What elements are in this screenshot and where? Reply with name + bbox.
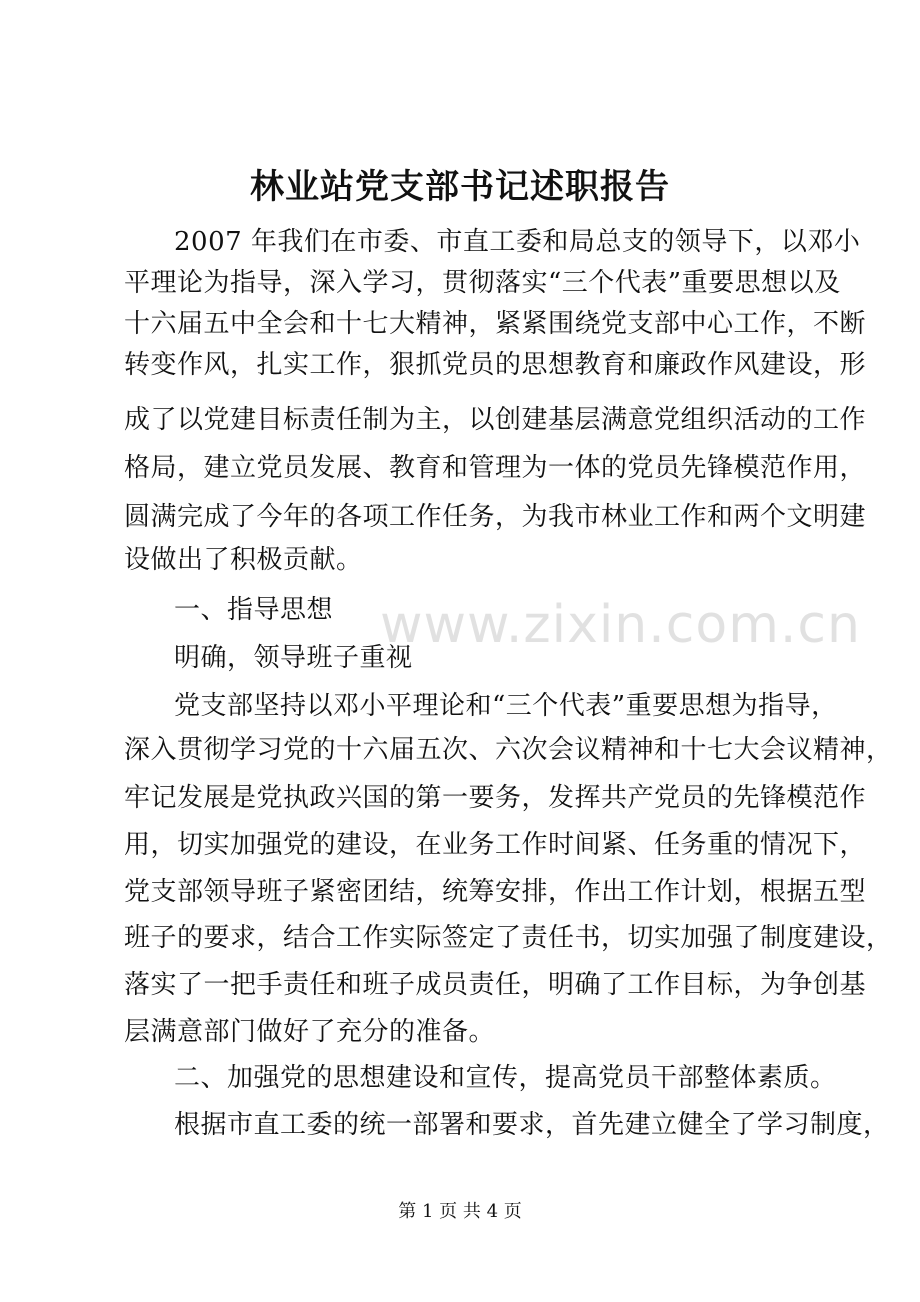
body-line: 根据市直工委的统一部署和要求，首先建立健全了学习制度， (174, 1110, 890, 1140)
page-footer: 第 1 页 共 4 页 (398, 1201, 522, 1222)
subheading: 明确，领导班子重视 (174, 643, 413, 673)
body-line: 设做出了积极贡献。 (124, 545, 363, 575)
body-line: 十六届五中全会和十七大精神，紧紧围绕党支部中心工作，不断 (124, 309, 867, 339)
body-line: 层满意部门做好了充分的准备。 (124, 1017, 496, 1047)
body-line: 党支部坚持以邓小平理论和“三个代表”重要思想为指导， (174, 691, 838, 721)
body-line: 转变作风，扎实工作，狠抓党员的思想教育和廉政作风建设，形 (124, 350, 867, 380)
body-line: 成了以党建目标责任制为主，以创建基层满意党组织活动的工作 (124, 405, 867, 435)
body-line: 深入贯彻学习党的十六届五次、六次会议精神和十七大会议精神， (124, 735, 893, 765)
section-heading-1: 一、指导思想 (174, 595, 334, 625)
body-line: 格局，建立党员发展、教育和管理为一体的党员先锋模范作用， (124, 453, 867, 483)
body-line: 班子的要求，结合工作实际签定了责任书，切实加强了制度建设， (124, 923, 893, 953)
body-line: 用，切实加强党的建设，在业务工作时间紧、任务重的情况下， (124, 830, 867, 860)
body-line: 圆满完成了今年的各项工作任务，为我市林业工作和两个文明建 (124, 502, 867, 532)
watermark: www.zixin.com.cn (380, 595, 861, 655)
section-heading-2: 二、加强党的思想建设和宣传，提高党员干部整体素质。 (174, 1063, 837, 1093)
body-line: 2007 年我们在市委、市直工委和局总支的领导下，以邓小 (174, 227, 861, 257)
body-line: 牢记发展是党执政兴国的第一要务，发挥共产党员的先锋模范作 (124, 783, 867, 813)
body-line: 落实了一把手责任和班子成员责任，明确了工作目标，为争创基 (124, 970, 867, 1000)
body-line: 党支部领导班子紧密团结，统筹安排，作出工作计划，根据五型 (124, 877, 867, 907)
body-line: 平理论为指导，深入学习，贯彻落实“三个代表”重要思想以及 (124, 268, 841, 298)
document-title: 林业站党支部书记述职报告 (250, 167, 670, 207)
